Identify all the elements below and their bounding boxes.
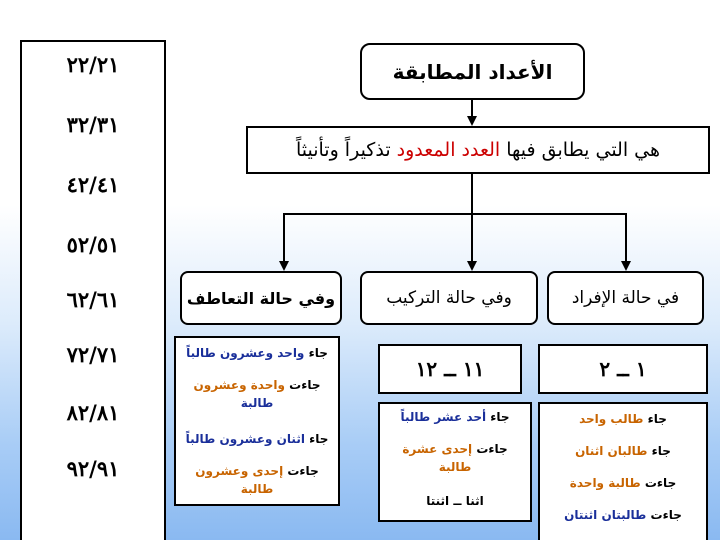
arrow-down-icon [467,116,477,126]
arrow-down-icon [467,261,477,271]
number-pair-71-72: ٧٢/٧١ [66,342,120,367]
number-pair-81-82: ٨٢/٨١ [66,400,120,425]
examples-ifrad-box [538,402,708,540]
arrow-down-icon [621,261,631,271]
example-atf-5: جاءت إحدى وعشرون [195,464,319,478]
range-tarkib-text: ١١ ــ ١٢ [415,357,485,381]
number-pair-91-92: ٩٢/٩١ [66,456,120,481]
example-tarkib-3: طالبة [438,460,472,474]
connector-definition-branch [471,174,473,214]
example-ifrad-3: جاءت طالبة واحدة [569,476,677,490]
range-tarkib-box [378,344,522,394]
number-pair-31-32: ٣٢/٣١ [66,112,120,137]
example-tarkib-2: جاءت إحدى عشرة [402,442,508,456]
number-pair-41-42: ٤٢/٤١ [66,172,120,197]
arrow-down-icon [279,261,289,271]
case-atf-box [180,271,342,325]
example-tarkib-4: اثنا ــ اثنتا [426,494,484,508]
numbers-panel [20,40,166,540]
example-atf-1: جاء واحد وعشرون طالباً [186,346,328,360]
connector-to-tarkib [471,213,473,261]
examples-tarkib-box [378,402,532,522]
definition-highlight: العدد المعدود [396,139,501,161]
case-tarkib-label: وفي حالة التركيب [386,288,512,308]
case-tarkib-box [360,271,538,325]
definition-text [296,139,660,161]
diagram-title: الأعداد المطابقة [392,59,553,84]
example-atf-6: طالبة [240,482,274,496]
example-ifrad-2: جاء طالبان اثنان [575,444,671,458]
example-atf-4: جاء اثنان وعشرون طالباً [185,432,329,446]
case-ifrad-label: في حالة الإفراد [571,288,680,308]
case-atf-label: وفي حالة التعاطف [186,288,336,308]
number-pair-21-22: ٢٢/٢١ [66,52,120,77]
title-box [360,43,585,100]
definition-part1: هي التي يطابق فيها [500,139,661,161]
definition-box [246,126,710,174]
range-ifrad-box [538,344,708,394]
case-ifrad-box [547,271,704,325]
examples-atf-box [174,336,340,506]
example-atf-3: طالبة [240,396,274,410]
example-tarkib-1: جاء أحد عشر طالباً [400,410,510,424]
connector-to-atf [283,213,285,261]
connector-horizontal-branch [284,213,627,215]
connector-title-definition [471,100,473,116]
example-ifrad-1: جاء طالب واحد [579,412,667,426]
number-pair-51-52: ٥٢/٥١ [66,232,120,257]
range-ifrad-text: ١ ــ ٢ [599,357,647,381]
example-ifrad-4: جاءت طالبتان اثنتان [564,508,682,522]
definition-part2: تذكيراً وتأنيثاً [295,139,397,161]
example-atf-2: جاءت واحدة وعشرون [193,378,321,392]
number-pair-61-62: ٦٢/٦١ [66,287,120,312]
connector-to-ifrad [625,213,627,261]
